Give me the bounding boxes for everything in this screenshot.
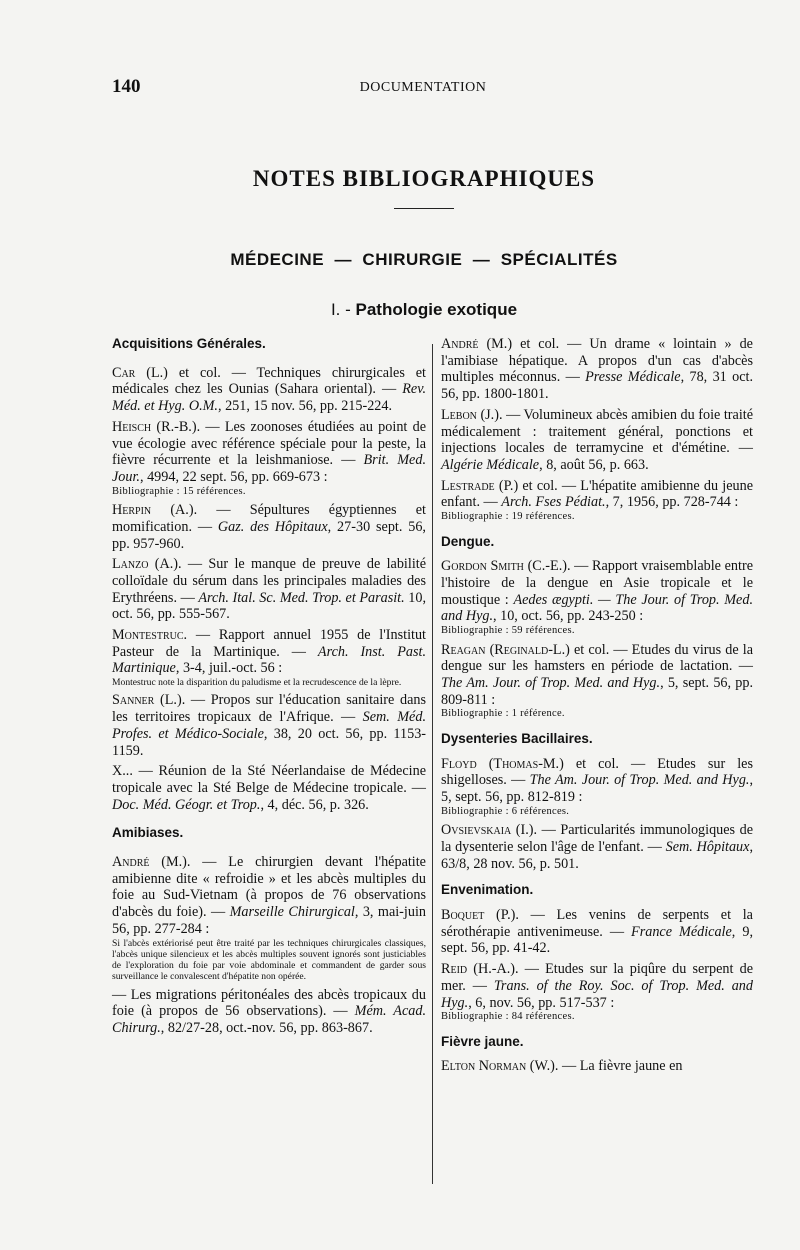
entry-author: Boquet (P.) [441, 906, 516, 923]
entry-author: Floyd (Thomas-M.) [441, 755, 564, 772]
entry-source: Gaz. des Hôpitaux [217, 518, 328, 535]
bib-entry [112, 763, 426, 813]
entry-source: France Médicale [631, 923, 732, 940]
bib-entry [112, 365, 426, 415]
bib-entry [112, 987, 426, 1037]
entry-author: André (M.) [112, 854, 187, 871]
entry-tail: , 10, oct. 56, pp. 243-250 : [493, 608, 644, 625]
entry-tail: , 7, 1956, pp. 728-744 : [605, 494, 739, 511]
entry-text: et col. — Etudes du virus de la dengue sur les hamsters en période de lactation. — [441, 641, 753, 675]
bib-entry [441, 907, 753, 957]
bib-entry [441, 822, 753, 872]
entry-source: Marseille Chirurgical [229, 904, 355, 921]
entry-text: . — Le chirurgien devant l'hépatite amibienne dite « refroidie » et les abcès multiples du foie au Sud-Vietnam (à propos de 76 observations d'abcès du foie). — [112, 854, 426, 921]
bib-entry [112, 627, 426, 677]
entry-note: Montestruc note la disparition du paludisme et la recrudescence de la lèpre. [112, 677, 402, 689]
entry-author: Reagan (Reginald-L.) [441, 641, 570, 658]
entry-tail: 10, oct. 56, pp. 555-567. [112, 589, 426, 623]
entry-tail: , 6, nov. 56, pp. 517-537 : [468, 994, 615, 1011]
entry-text: . — Les venins de serpents et la sérothérapie antivenimeuse. — [441, 906, 753, 940]
entry-source: Doc. Méd. Géogr. et Trop. [112, 796, 261, 813]
entry-tail: , 4994, 22 sept. 56, pp. 669-673 : [139, 468, 328, 485]
entry-text: — Réunion de la Sté Néerlandaise de Médecine tropicale avec la Sté Belge de Médecine tropicale. — [112, 763, 426, 796]
entry-tail: , 82/27-28, oct.-nov. 56, pp. 863-867. [160, 1020, 373, 1037]
title-rule [394, 208, 454, 209]
entry-source: Mém. Acad. Chirurg. [112, 1003, 426, 1037]
entry-note: Bibliographie : 19 références. [441, 511, 575, 523]
entry-tail: , 251, 15 nov. 56, pp. 215-224. [217, 398, 393, 415]
entry-author: Montestruc [112, 627, 184, 644]
entry-text: . — Les zoonoses étudiées au point de vue écologie avec référence spéciale pour la peste, la fièvre récurrente et la leishmaniose. — [112, 418, 426, 469]
running-head: DOCUMENTATION [359, 80, 487, 95]
entry-text: . — La fièvre jaune en [554, 1058, 683, 1075]
heading-fievre-jaune: Fièvre jaune. [441, 1033, 524, 1049]
entry-tail: , 63/8, 28 nov. 56, p. 501. [441, 838, 753, 872]
entry-text: — Les migrations péritonéales des abcès tropicaux du foie (à propos de 56 observations). — [112, 986, 426, 1020]
entry-source: Algérie Médicale [441, 456, 540, 473]
entry-source: Arch. Fses Pédiat. [501, 494, 606, 511]
bib-entry [441, 558, 753, 625]
entry-author: Heisch (R.-B.) [112, 418, 197, 435]
bib-entry [441, 756, 753, 806]
subsection-number: I. - [330, 300, 356, 319]
entry-source: Rev. Méd. et Hyg. O.M. [112, 381, 426, 415]
entry-tail: , 8, août 56, p. 663. [539, 456, 649, 473]
heading-dengue: Dengue. [441, 533, 495, 549]
entry-author: Sanner (L.) [112, 692, 182, 709]
entry-author: André (M.) [441, 336, 513, 352]
entry-text: et col. — Etudes sur les shigelloses. — [441, 755, 753, 789]
entry-author: X... [112, 763, 133, 780]
entry-tail: , 38, 20 oct. 56, pp. 1153-1159. [112, 725, 427, 759]
heading-acquisitions: Acquisitions Générales. [112, 336, 266, 351]
bib-entry [112, 419, 426, 486]
entry-note: Bibliographie : 1 référence. [441, 708, 565, 720]
entry-text: . — Etudes sur la piqûre du serpent de mer. — [441, 961, 754, 994]
entry-text: . — Rapport annuel 1955 de l'Institut Pasteur de la Martinique. — [112, 627, 426, 660]
entry-author: Car (L.) [112, 364, 168, 381]
entry-source: Sem. Méd. Profes. et Médico-Sociale [112, 709, 426, 742]
right-column [441, 336, 753, 1079]
entry-author: Ovsievskaia (I.) [441, 822, 534, 839]
entry-source: Arch. Ital. Sc. Med. Trop. et Parasit. [198, 589, 405, 606]
entry-author: Lestrade (P.) [441, 477, 519, 494]
entry-text: . — Particularités immunologiques de la dysenterie selon l'âge de l'enfant. — [441, 822, 754, 855]
bib-entry [112, 556, 426, 623]
entry-tail: , 27-30 sept. 56, pp. 957-960. [112, 518, 426, 552]
entry-source: The Am. Jour. of Trop. Med. and Hyg. [441, 674, 661, 691]
entry-source: The Am. Jour. of Trop. Med. and Hyg. [529, 772, 750, 789]
bib-entry [112, 502, 426, 552]
entry-text: et col. — L'hépatite amibienne du jeune enfant. — [441, 477, 754, 511]
entry-author: Gordon Smith (C.-E.) [441, 558, 567, 575]
entry-source: Sem. Hôpitaux [665, 838, 750, 855]
subsection-title [0, 300, 800, 320]
entry-text: et col. — Un drame « lointain » de l'amibiase hépatique. A propos d'un cas d'abcès multiples méconnus. — [441, 336, 753, 386]
entry-text: . — Propos sur l'éducation sanitaire dans les territoires tropicaux de l'Afrique. — [112, 692, 426, 726]
entry-tail: , 3-4, juil.-oct. 56 : [175, 660, 283, 677]
entry-source: Brit. Med. Jour. [112, 452, 426, 485]
bib-entry [112, 692, 426, 759]
entry-text: et col. — Techniques chirurgicales et médicales chez les Ounias (Sahara oriental). — [112, 364, 426, 398]
entry-author: Herpin (A.) [112, 502, 194, 519]
subsection-label: Pathologie exotique [355, 300, 518, 319]
page-number: 140 [112, 76, 141, 97]
entry-note: Bibliographie : 84 références. [441, 1011, 575, 1023]
bib-entry [441, 336, 753, 403]
entry-tail: , 3, mai-juin 56, pp. 277-284 : [112, 904, 426, 937]
entry-note: Bibliographie : 59 références. [441, 625, 575, 637]
bib-entry [112, 854, 426, 938]
entry-note: Bibliographie : 6 références. [441, 805, 570, 817]
left-column [112, 336, 426, 1041]
entry-tail: , 4, déc. 56, p. 326. [260, 796, 369, 813]
bib-entry [441, 642, 753, 709]
bib-entry [441, 407, 753, 474]
entry-tail: , 9, sept. 56, pp. 41-42. [441, 923, 753, 957]
bib-entry [441, 478, 753, 511]
heading-amibiases: Amibiases. [112, 825, 184, 841]
section-title: MÉDECINE — CHIRURGIE — SPÉCIALITÉS [230, 250, 618, 269]
entry-source: Aedes ægypti. — The Jour. of Trop. Med. and Hyg. [441, 591, 753, 625]
heading-envenimation: Envenimation. [441, 882, 534, 898]
entry-author: Reid (H.-A.) [441, 961, 516, 978]
entry-tail: , 5, sept. 56, pp. 812-819 : [441, 772, 754, 805]
entry-author: Elton Norman (W.) [441, 1058, 555, 1075]
entry-text: . — Sur le manque de preuve de labilité colloïdale du sérum dans les principales maladies des Erythréens. — [112, 556, 426, 606]
entry-source: Presse Médicale [585, 369, 681, 386]
entry-note: Si l'abcès extériorisé peut être traité par les techniques chirurgicales classiques, l'abcès unique silencieux et les abcès multiples souvent ignorés sont justiciables de l'exploration du foie par voie abdominale et commandent de garder sous surveillance le convalescent d'hépatite non opérée. [112, 937, 426, 983]
bib-entry [441, 1058, 753, 1075]
entry-source: Trans. of the Roy. Soc. of Trop. Med. and Hyg. [441, 977, 753, 1011]
entry-tail: , 78, 31 oct. 56, pp. 1800-1801. [441, 369, 753, 403]
entry-source: Arch. Inst. Past. Martinique [112, 643, 426, 677]
entry-tail: , 5, sept. 56, pp. 809-811 : [441, 674, 753, 708]
entry-text: . — Rapport vraisemblable entre l'histoire de la dengue en Asie tropicale et le moustique : [441, 558, 753, 608]
column-divider [432, 344, 433, 1184]
entry-author: Lebon (J.) [441, 406, 499, 423]
heading-dysenteries: Dysenteries Bacillaires. [441, 730, 593, 746]
bib-entry [441, 961, 753, 1011]
entry-author: Lanzo (A.) [112, 556, 179, 573]
entry-text: . — Sépultures égyptiennes et momification. — [112, 502, 426, 535]
entry-note: Bibliographie : 15 références. [112, 485, 246, 497]
entry-text: . — Volumineux abcès amibien du foie traité médicalement : traitement général, ponctions et injections locales de terramycine et d'émétine. — [441, 406, 753, 457]
main-title: NOTES BIBLIOGRAPHIQUES [252, 166, 596, 191]
